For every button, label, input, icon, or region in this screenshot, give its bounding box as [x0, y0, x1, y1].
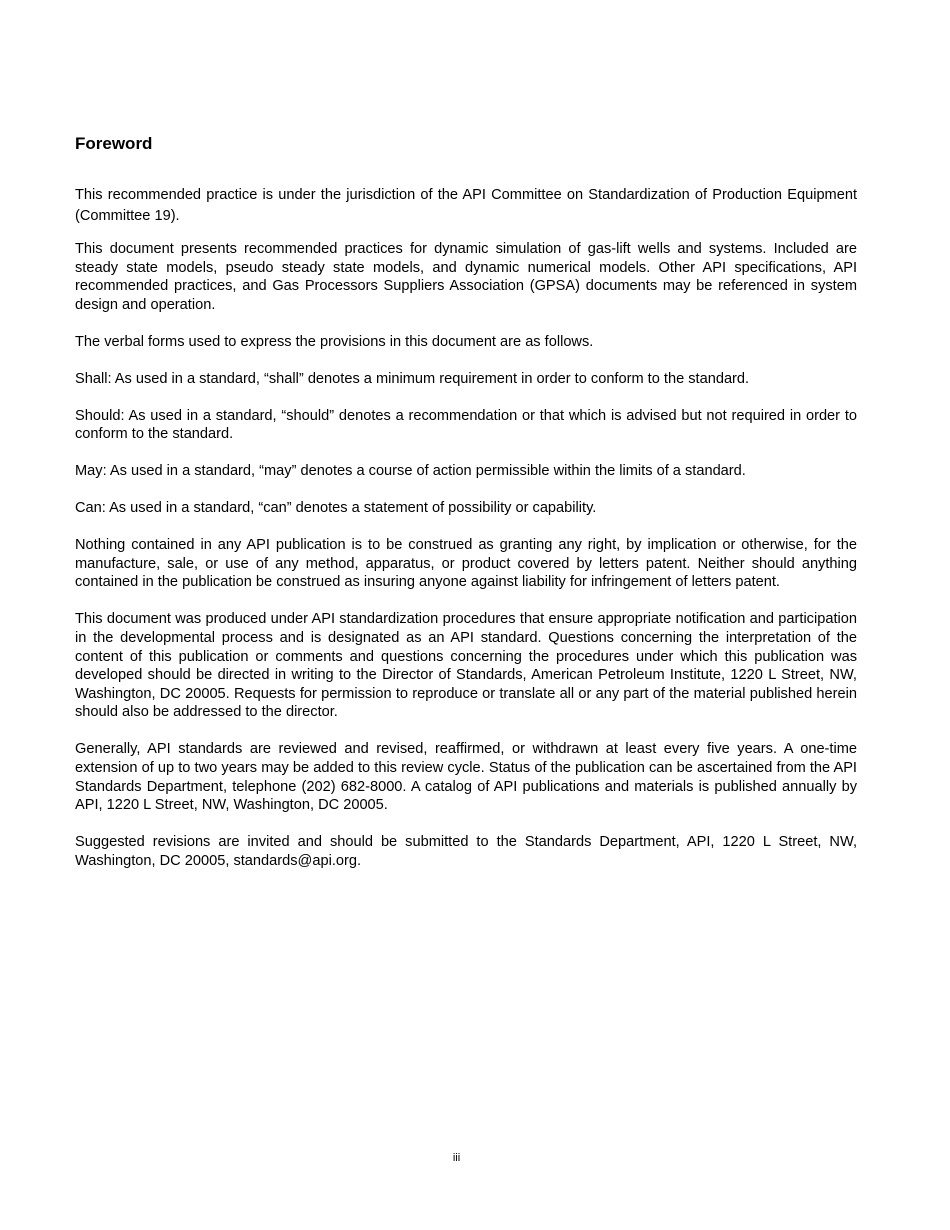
paragraph-verbal-forms-intro: The verbal forms used to express the provisions in this document are as follows. [75, 333, 594, 350]
paragraph-scope: This document presents recommended practices for dynamic simulation of gas-lift wells and systems. Included are steady state models, pseudo steady state models, and dynamic numerical models. Other API specifications, API recommended practices, and Gas Processors Suppliers Association (GPSA) documents may be referenced in system design and operation. [75, 241, 857, 313]
paragraph-shall: Shall: As used in a standard, “shall” denotes a minimum requirement in order to conform to the standard. [75, 370, 750, 387]
foreword-body [75, 185, 857, 889]
paragraph-jurisdiction: This recommended practice is under the jurisdiction of the API Committee on Standardization of Production Equipment (Committee 19). [75, 187, 857, 224]
paragraph-suggested-revisions: Suggested revisions are invited and should be submitted to the Standards Department, API, 1220 L Street, NW, Washington, DC 20005, standards@api.org. [75, 834, 857, 869]
paragraph-can: Can: As used in a standard, “can” denotes a statement of possibility or capability. [75, 500, 597, 517]
paragraph-should: Should: As used in a standard, “should” denotes a recommendation or that which is advised but not required in order to conform to the standard. [75, 407, 857, 443]
paragraph-may: May: As used in a standard, “may” denotes a course of action permissible within the limits of a standard. [75, 463, 746, 480]
page-title: Foreword [75, 134, 153, 153]
paragraph-review-cycle: Generally, API standards are reviewed and revised, reaffirmed, or withdrawn at least every five years. A one-time extension of up to two years may be added to this review cycle. Status of the publication can be ascertained from the API Standards Department, telephone (202) 682-8000. A catalog of API publications and materials is published annually by API, 1220 L Street, NW, Washington, DC 20005. [75, 741, 857, 814]
paragraph-standardization-procedures: This document was produced under API standardization procedures that ensure appropriate notification and participation in the developmental process and is designated as an API standard. Questions concerning the interpretation of the content of this publication or comments and questions concerning the procedures under which this publication was developed should be directed in writing to the Director of Standards, American Petroleum Institute, 1220 L Street, NW, Washington, DC 20005. Requests for permission to reproduce or translate all or any part of the material published herein should also be addressed to the director. [75, 611, 857, 721]
page-number: iii [452, 1152, 461, 1164]
paragraph-patent-disclaimer: Nothing contained in any API publication is to be construed as granting any right, by implication or otherwise, for the manufacture, sale, or use of any method, apparatus, or product covered by letters patent. Neither should anything contained in the publication be construed as insuring anyone against liability for infringement of letters patent. [75, 537, 857, 591]
